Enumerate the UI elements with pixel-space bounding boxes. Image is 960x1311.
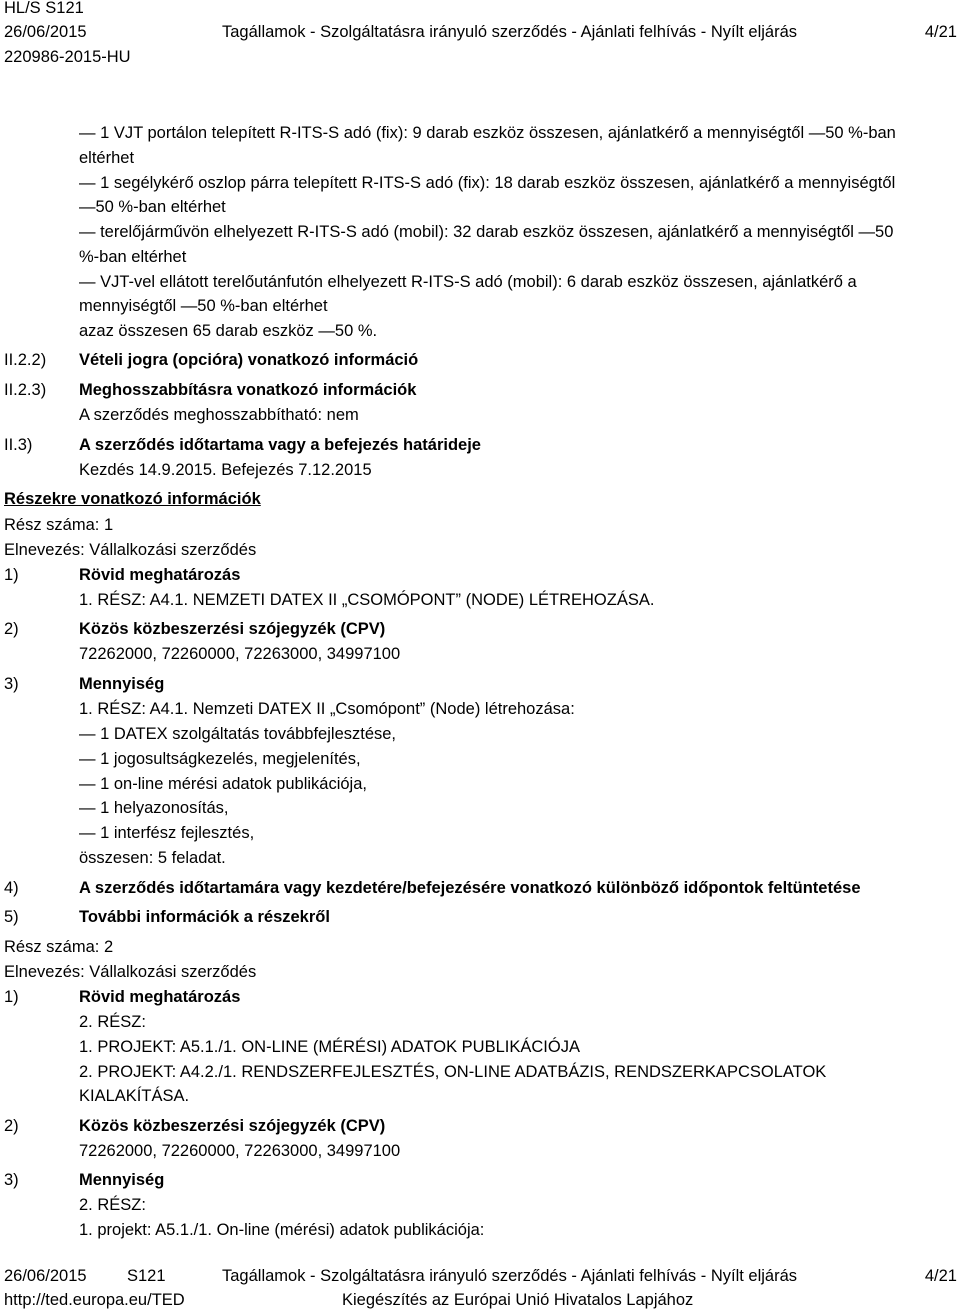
list-item: — terelőjárművön elhelyezett R-ITS-S adó (mobil): 32 darab eszköz összesen, ajánlatkérő a mennyiségtől —50 — [79, 223, 894, 241]
footer-publisher: Kiegészítés az Európai Unió Hivatalos Lapjához — [342, 1291, 694, 1309]
item-title: Közös közbeszerzési szójegyzék (CPV) — [79, 620, 386, 638]
header-title: Tagállamok - Szolgáltatásra irányuló szerződés - Ajánlati felhívás - Nyílt eljárás — [222, 23, 798, 41]
item-title: Rövid meghatározás — [79, 566, 241, 584]
part-name: Elnevezés: Vállalkozási szerződés — [4, 963, 257, 981]
item-title: További információk a részekről — [79, 908, 330, 926]
item-title: A szerződés időtartamára vagy kezdetére/befejezésére vonatkozó különböző időpontok feltüntetése — [79, 879, 861, 897]
item-title: Közös közbeszerzési szójegyzék (CPV) — [79, 1117, 386, 1135]
item-number: 3) — [4, 675, 19, 693]
item-text: 1. RÉSZ: A4.1. NEMZETI DATEX II „CSOMÓPONT” (NODE) LÉTREHOZÁSA. — [79, 591, 655, 609]
section-number: II.2.3) — [4, 381, 47, 399]
item-text: — 1 DATEX szolgáltatás továbbfejlesztése, — [79, 725, 397, 743]
item-text: 72262000, 72260000, 72263000, 34997100 — [79, 1142, 401, 1160]
header-code: HL/S S121 — [4, 0, 84, 17]
item-title: Rövid meghatározás — [79, 988, 241, 1006]
item-text: 72262000, 72260000, 72263000, 34997100 — [79, 645, 401, 663]
list-item: —50 %-ban eltérhet — [79, 198, 226, 216]
header-date: 26/06/2015 — [4, 23, 87, 41]
item-number: 5) — [4, 908, 19, 926]
item-text: 2. RÉSZ: — [79, 1013, 146, 1031]
section-text: A szerződés meghosszabbítható: nem — [79, 406, 359, 424]
list-item: azaz összesen 65 darab eszköz —50 %. — [79, 322, 378, 340]
list-item: — 1 VJT portálon telepített R-ITS-S adó (fix): 9 darab eszköz összesen, ajánlatkérő a mennyiségtől —50 %-ban — [79, 124, 896, 142]
section-number: II.3) — [4, 436, 33, 454]
footer-title: Tagállamok - Szolgáltatásra irányuló szerződés - Ajánlati felhívás - Nyílt eljárás — [222, 1267, 798, 1285]
part-name: Elnevezés: Vállalkozási szerződés — [4, 541, 257, 559]
footer-code: S121 — [127, 1267, 166, 1285]
part-number: Rész száma: 2 — [4, 938, 114, 956]
section-title: Vételi jogra (opcióra) vonatkozó információ — [79, 351, 419, 369]
item-text: 1. PROJEKT: A5.1./1. ON-LINE (MÉRÉSI) ADATOK PUBLIKÁCIÓJA — [79, 1038, 580, 1056]
item-text: — 1 interfész fejlesztés, — [79, 824, 255, 842]
footer-date: 26/06/2015 — [4, 1267, 87, 1285]
item-text: — 1 helyazonosítás, — [79, 799, 229, 817]
header-page-number: 4/21 — [924, 23, 957, 41]
list-item: %-ban eltérhet — [79, 248, 187, 266]
section-title: Meghosszabbításra vonatkozó információk — [79, 381, 417, 399]
item-text: — 1 on-line mérési adatok publikációja, — [79, 775, 367, 793]
parts-heading: Részekre vonatkozó információk — [4, 490, 261, 508]
item-number: 4) — [4, 879, 19, 897]
item-text: KIALAKÍTÁSA. — [79, 1087, 190, 1105]
item-title: Mennyiség — [79, 1171, 165, 1189]
list-item: — 1 segélykérő oszlop párra telepített R-ITS-S adó (fix): 18 darab eszköz összesen, ajánlatkérő a mennyiségtől — [79, 174, 896, 192]
footer-url[interactable]: http://ted.europa.eu/TED — [4, 1291, 185, 1309]
item-number: 3) — [4, 1171, 19, 1189]
section-text: Kezdés 14.9.2015. Befejezés 7.12.2015 — [79, 461, 372, 479]
item-text: 1. projekt: A5.1./1. On-line (mérési) adatok publikációja: — [79, 1221, 485, 1239]
item-number: 2) — [4, 620, 19, 638]
item-number: 1) — [4, 566, 19, 584]
item-number: 1) — [4, 988, 19, 1006]
item-text: összesen: 5 feladat. — [79, 849, 226, 867]
item-title: Mennyiség — [79, 675, 165, 693]
item-text: — 1 jogosultságkezelés, megjelenítés, — [79, 750, 361, 768]
part-number: Rész száma: 1 — [4, 516, 114, 534]
list-item: mennyiségtől —50 %-ban eltérhet — [79, 297, 328, 315]
footer-page-number: 4/21 — [924, 1267, 957, 1285]
item-text: 1. RÉSZ: A4.1. Nemzeti DATEX II „Csomópont” (Node) létrehozása: — [79, 700, 575, 718]
item-number: 2) — [4, 1117, 19, 1135]
section-number: II.2.2) — [4, 351, 47, 369]
list-item: eltérhet — [79, 149, 135, 167]
item-text: 2. PROJEKT: A4.2./1. RENDSZERFEJLESZTÉS, ON-LINE ADATBÁZIS, RENDSZERKAPCSOLATOK — [79, 1063, 827, 1081]
section-title: A szerződés időtartama vagy a befejezés határideje — [79, 436, 481, 454]
list-item: — VJT-vel ellátott terelőutánfutón elhelyezett R-ITS-S adó (mobil): 6 darab eszköz összesen, ajánlatkérő a — [79, 273, 857, 291]
item-text: 2. RÉSZ: — [79, 1196, 146, 1214]
header-document-id: 220986-2015-HU — [4, 48, 131, 66]
